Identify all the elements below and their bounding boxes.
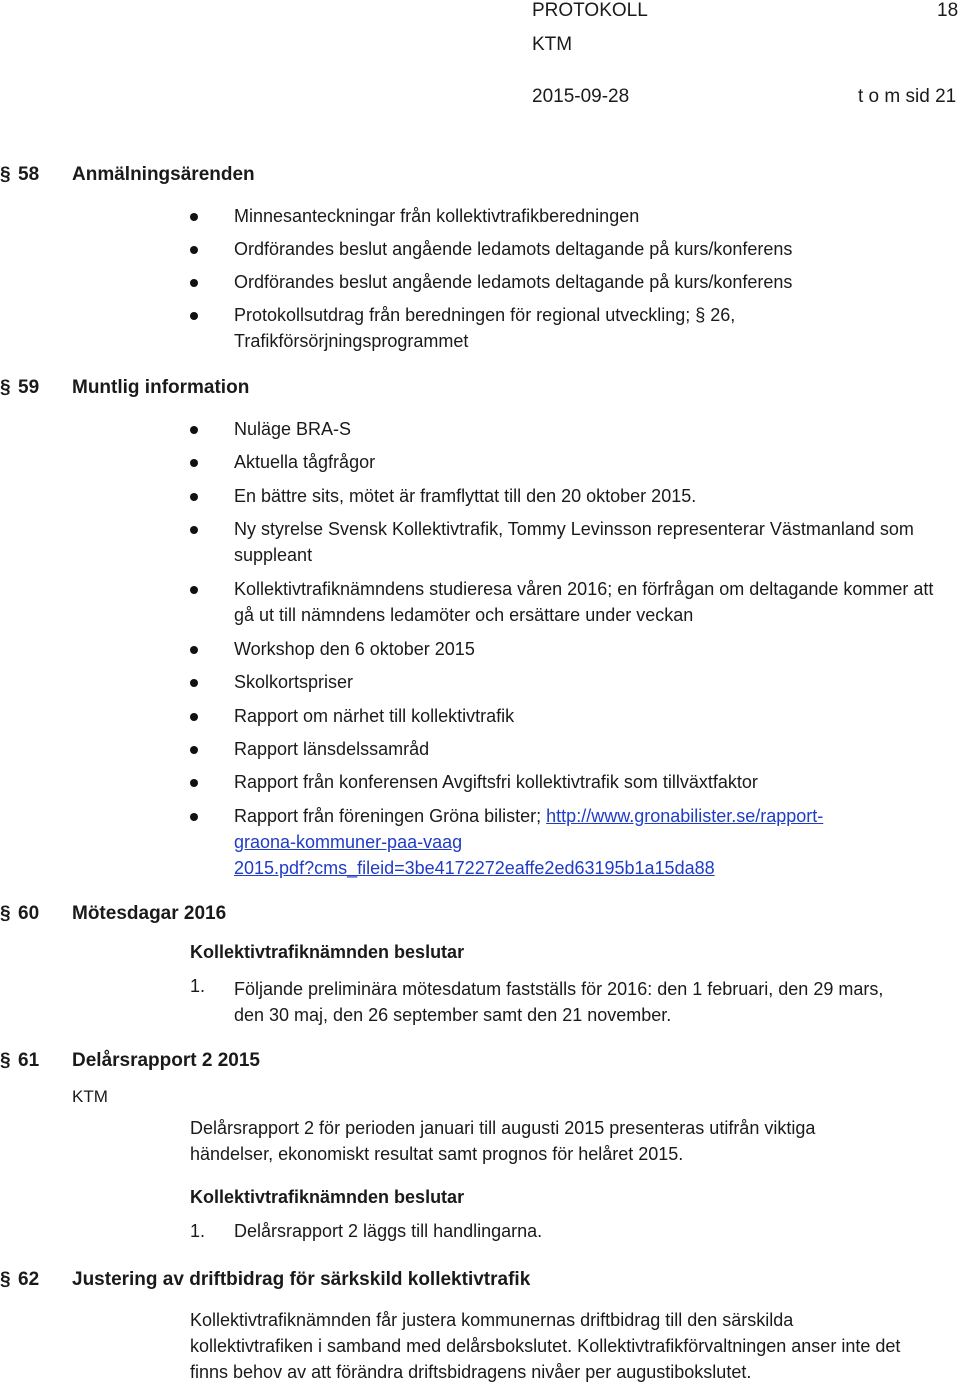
bullet-icon [190, 213, 198, 221]
section-number: 58 [18, 164, 40, 185]
bullet-icon [190, 779, 198, 787]
decision-number: 1. [190, 976, 206, 996]
section-61-heading [0, 1050, 260, 1072]
section-58-heading [0, 164, 255, 186]
bullet-icon [190, 646, 198, 654]
section-symbol: § [0, 164, 11, 185]
report-link[interactable]: graona-kommuner-paa-vaag [234, 832, 463, 852]
bullet-icon [190, 493, 198, 501]
report-link[interactable]: http://www.gronabilister.se/rapport- [546, 806, 824, 826]
section-symbol: § [0, 377, 11, 398]
bullet-icon [190, 746, 198, 754]
section-60-heading [0, 903, 226, 925]
decision-heading: Kollektivtrafiknämnden beslutar [190, 942, 465, 962]
section-title: Anmälningsärenden [72, 164, 255, 185]
organization: KTM [532, 34, 573, 55]
section-symbol: § [0, 1269, 11, 1290]
section-symbol: § [0, 1050, 11, 1071]
bullet-icon [190, 526, 198, 534]
section-59-heading [0, 377, 249, 399]
section-sublabel: KTM [72, 1087, 108, 1106]
item-text: Rapport från föreningen Gröna bilister; [234, 806, 547, 826]
section-body: Kollektivtrafiknämnden får justera kommunernas driftbidrag till den särskilda kollektivtrafiken i samband med delårsbokslutet. Kollektivtrafikförvaltningen anser inte det finns behov av att förändra driftsbidragens nivåer per augustibokslutet. [190, 1310, 901, 1382]
bullet-icon [190, 813, 198, 821]
section-title: Delårsrapport 2 2015 [72, 1050, 260, 1071]
page-number: 18 [937, 0, 959, 21]
bullet-icon [190, 713, 198, 721]
section-title: Justering av driftbidrag för särkskild kollektivtrafik [72, 1269, 531, 1290]
section-symbol: § [0, 903, 11, 924]
section-number: 62 [18, 1269, 40, 1290]
decision-number: 1. [190, 1221, 206, 1241]
bullet-icon [190, 679, 198, 687]
page-range: t o m sid 21 [858, 86, 957, 107]
section-62-heading [0, 1269, 530, 1291]
section-title: Muntlig information [72, 377, 250, 398]
bullet-icon [190, 426, 198, 434]
bullet-icon [190, 279, 198, 287]
section-number: 60 [18, 903, 40, 924]
bullet-icon [190, 586, 198, 594]
decision-heading: Kollektivtrafiknämnden beslutar [190, 1187, 465, 1207]
section-number: 59 [18, 377, 40, 398]
meeting-date: 2015-09-28 [532, 86, 630, 107]
decision-text: Delårsrapport 2 läggs till handlingarna. [234, 1221, 543, 1241]
section-title: Mötesdagar 2016 [72, 903, 227, 924]
bullet-icon [190, 312, 198, 320]
bullet-icon [190, 246, 198, 254]
decision-text: Följande preliminära mötesdatum fastställs för 2016: den 1 februari, den 29 mars, den 30 maj, den 26 september samt den 21 november. [234, 979, 884, 1025]
document-type: PROTOKOLL [532, 0, 648, 21]
bullet-icon [190, 459, 198, 467]
section-body: Delårsrapport 2 för perioden januari till augusti 2015 presenteras utifrån viktiga händelser, ekonomiskt resultat samt prognos för helåret 2015. [190, 1118, 816, 1164]
section-number: 61 [18, 1050, 40, 1071]
report-link[interactable]: 2015.pdf?cms_fileid=3be4172272eaffe2ed63195b1a15da88 [234, 858, 715, 878]
